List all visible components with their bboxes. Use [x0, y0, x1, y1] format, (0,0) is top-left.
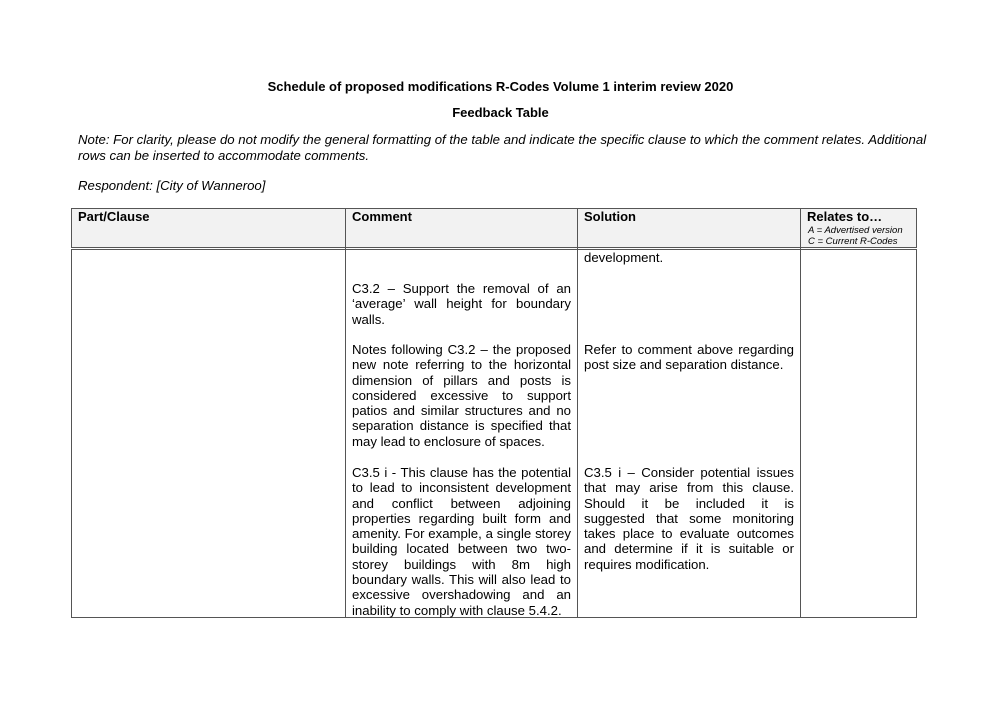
column-divider — [345, 208, 346, 618]
column-divider — [800, 208, 801, 618]
document-title: Schedule of proposed modifications R-Codes Volume 1 interim review 2020 — [267, 79, 734, 94]
cell-solution-c3-5-i: C3.5 i – Consider potential issues that may arise from this clause. Should it be included it is suggested that some monitoring takes place to evaluate outcomes and determine if it is suitable or requires modification. — [584, 465, 794, 572]
cell-comment-c3-5-i: C3.5 i - This clause has the potential to lead to inconsistent development and conflict between adjoining properties regarding built form and amenity. For example, a single storey building located between two two-storey buildings with 8m high boundary walls. This will also lead to excessive overshadowing and an inability to comply with clause 5.4.2. — [352, 465, 571, 618]
cell-solution-notes-c3-2: Refer to comment above regarding post size and separation distance. — [584, 342, 794, 373]
table-header-row — [71, 208, 917, 248]
column-divider — [577, 208, 578, 618]
document-subtitle: Feedback Table — [452, 105, 549, 120]
header-relates-to-note-a: A = Advertised version — [808, 225, 903, 236]
header-relates-to: Relates to… — [807, 209, 883, 224]
header-comment: Comment — [352, 209, 412, 224]
cell-comment-c3-2: C3.2 – Support the removal of an ‘average’ wall height for boundary walls. — [352, 281, 571, 327]
header-relates-to-note-c: C = Current R-Codes — [808, 236, 898, 247]
respondent-line: Respondent: [City of Wanneroo] — [78, 178, 266, 193]
header-part-clause: Part/Clause — [78, 209, 150, 224]
cell-solution-continued: development. — [584, 250, 664, 265]
instruction-note: Note: For clarity, please do not modify the general formatting of the table and indicate the specific clause to which the comment relates. Additional rows can be inserted to accommodate comments. — [78, 132, 927, 163]
cell-comment-notes-c3-2: Notes following C3.2 – the proposed new note referring to the horizontal dimension of pillars and posts is considered excessive to support patios and similar structures and no separation distance is specified that may lead to enclosure of spaces. — [352, 342, 571, 449]
header-solution: Solution — [584, 209, 636, 224]
